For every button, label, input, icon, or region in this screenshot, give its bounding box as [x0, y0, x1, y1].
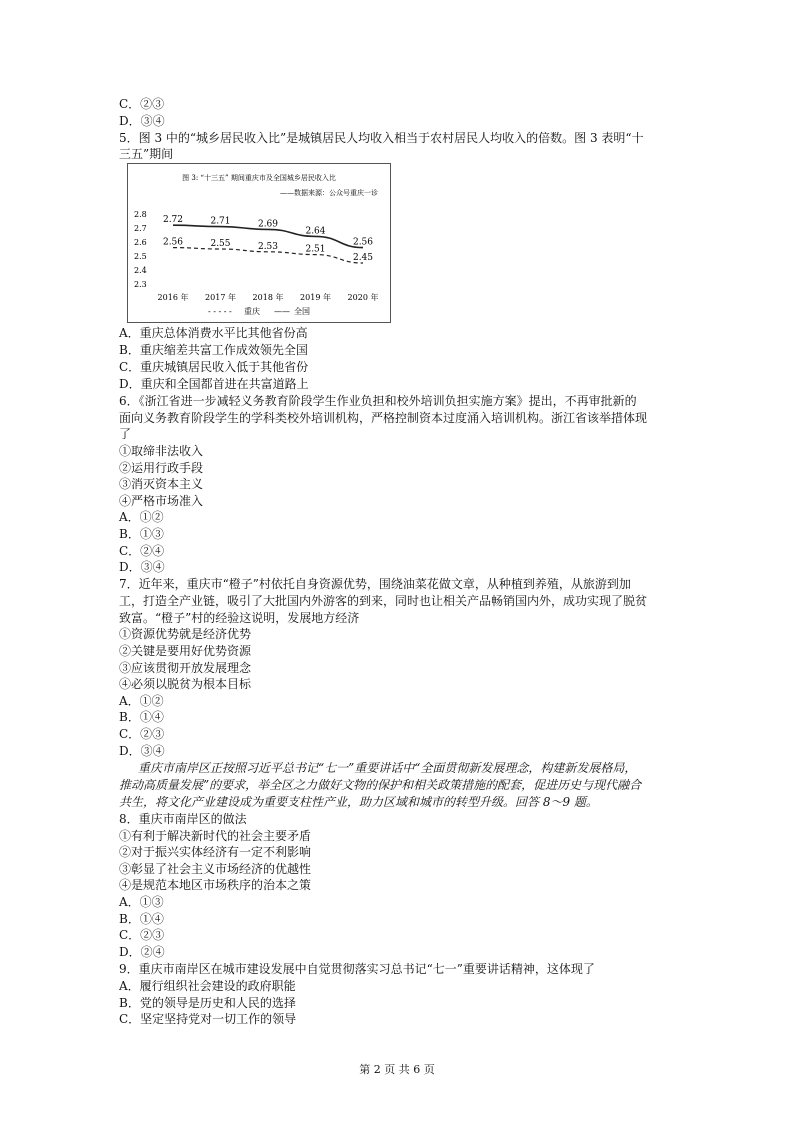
data-label: 2.51	[305, 244, 326, 255]
y-tick-label: 2.8	[134, 210, 147, 219]
q6-item-1: ①取缔非法收入	[119, 444, 204, 458]
q9-option-c: C．坚定坚持党对一切工作的领导	[119, 1012, 297, 1026]
q8-option-d: D．②④	[119, 945, 165, 959]
legend-label-chongqing: 重庆	[244, 307, 260, 316]
data-label: 2.53	[257, 241, 279, 252]
q8-item-2: ②对于振兴实体经济有一定不利影响	[119, 845, 312, 859]
q9-option-a: A．履行组织社会建设的政府职能	[119, 979, 296, 993]
x-tick-label: 2020 年	[347, 293, 379, 302]
data-label: 2.56	[352, 237, 374, 248]
q9-option-b: B．党的领导是历史和人民的选择	[119, 996, 296, 1010]
x-tick-label: 2016 年	[157, 293, 189, 302]
q7-item-3: ③应该贯彻开放发展理念	[119, 661, 252, 675]
q7-item-2: ②关键是要用好优势资源	[119, 644, 252, 658]
y-tick-label: 2.4	[134, 266, 147, 275]
q6-item-2: ②运用行政手段	[119, 461, 204, 475]
q6-stem-line1: 6．《浙江省进一步减轻义务教育阶段学生作业负担和校外培训负担实施方案》提出，不再审批新的	[119, 394, 637, 408]
y-tick-label: 2.3	[134, 280, 147, 289]
q8-stem: 8．重庆市南岸区的做法	[119, 812, 247, 826]
q6-option-d: D．③④	[119, 560, 165, 574]
x-tick-label: 2019 年	[300, 293, 331, 302]
q8-item-4: ④是规范本地区市场秩序的治本之策	[119, 878, 312, 892]
x-tick-label: 2018 年	[252, 293, 284, 302]
legend-solid-symbol: ——	[274, 307, 290, 316]
q8-item-1: ①有利于解决新时代的社会主要矛盾	[119, 829, 312, 843]
line-chart	[128, 164, 390, 322]
y-axis	[134, 210, 147, 289]
q7-option-a: A．①②	[119, 694, 164, 708]
q7-item-4: ④必须以脱贫为根本目标	[119, 677, 252, 691]
legend-label-national: 全国	[294, 307, 310, 316]
data-label: 2.72	[162, 215, 184, 226]
data-label: 2.45	[352, 253, 374, 263]
q8-option-c: C．②③	[119, 928, 165, 942]
q8-option-b: B．①④	[119, 912, 164, 926]
data-label: 2.64	[305, 226, 326, 237]
passage-line1: 重庆市南岸区正按照习近平总书记“七一”重要讲话中“全面贯彻新发展理念，构建新发展格局，	[138, 761, 637, 775]
q5-option-b: B．重庆缩差共富工作成效领先全国	[119, 343, 308, 357]
q7-stem-line1: 7．近年来，重庆市“橙子”村依托自身资源优势，围绕油菜花做文章，从种植到养殖，从旅游到加	[119, 577, 631, 591]
q6-item-4: ④严格市场准入	[119, 494, 204, 508]
chart-source: ——数据来源：公众号重庆一诊	[280, 189, 378, 197]
passage-line2: 推动高质量发展”的要求，举全区之力做好文物的保护和相关政策措施的配套，促进历史与现代融合	[119, 778, 642, 792]
q5-stem-line1: 5．图 3 中的“城乡居民收入比”是城镇居民人均收入相当于农村居民人均收入的倍数。图 3 表明“十	[119, 131, 644, 145]
data-label: 2.71	[210, 216, 231, 227]
x-axis	[158, 292, 379, 302]
q6-stem-line2: 面向义务教育阶段学生的学科类校外培训机构，严格控制资本过度涌入培训机构。浙江省该举措体现	[119, 411, 648, 425]
q7-stem-line3: 致富。“橙子”村的经验这说明，发展地方经济	[119, 611, 360, 625]
q4-option-d: D．③④	[119, 114, 165, 128]
page-footer: 第 2 页 共 6 页	[359, 1063, 435, 1076]
q6-item-3: ③消灭资本主义	[119, 477, 204, 491]
chart-title: 图 3: “十三五” 期间重庆市及全国城乡居民收入比	[182, 174, 336, 182]
q9-stem: 9．重庆市南岸区在城市建设发展中自觉贯彻落实习总书记“七一”重要讲话精神，这体现了	[119, 962, 595, 976]
q5-option-c: C．重庆城镇居民收入低于其他省份	[119, 360, 309, 374]
x-tick-label: 2017 年	[205, 293, 236, 302]
legend	[208, 306, 310, 316]
data-labels	[163, 215, 373, 263]
q7-option-c: C．②③	[119, 727, 165, 741]
data-label: 2.69	[257, 219, 279, 230]
y-tick-label: 2.6	[134, 238, 147, 247]
q4-option-c: C．②③	[119, 97, 165, 111]
q6-stem-line3: 了	[119, 427, 132, 441]
passage-line3: 共生，将文化产业建设成为重要支柱性产业，助力区域和城市的转型升级。回答 8～9 题。	[119, 795, 598, 809]
q6-option-a: A．①②	[119, 510, 164, 524]
legend-dash-symbol: - - - - -	[208, 307, 232, 316]
q8-option-a: A．①③	[119, 895, 164, 909]
q5-stem-line2: 三五”期间	[119, 147, 174, 161]
y-tick-label: 2.5	[134, 252, 147, 261]
q7-stem-line2: 工，打造全产业链，吸引了大批国内外游客的到来，同时也让相关产品畅销国内外，成功实现了脱贫	[119, 594, 648, 608]
q7-item-1: ①资源优势就是经济优势	[119, 627, 252, 641]
q7-option-d: D．③④	[119, 744, 165, 758]
q7-option-b: B．①④	[119, 710, 164, 724]
figure-3-chart	[127, 163, 391, 323]
q5-option-d: D．重庆和全国都首进在共富道路上	[119, 377, 309, 391]
q8-item-3: ③彰显了社会主义市场经济的优越性	[119, 862, 312, 876]
q6-option-b: B．①③	[119, 527, 164, 541]
data-label: 2.55	[210, 239, 231, 249]
y-tick-label: 2.7	[134, 224, 147, 233]
data-label: 2.56	[162, 237, 184, 248]
q6-option-c: C．②④	[119, 544, 165, 558]
q5-option-a: A．重庆总体消费水平比其他省份高	[119, 326, 308, 340]
